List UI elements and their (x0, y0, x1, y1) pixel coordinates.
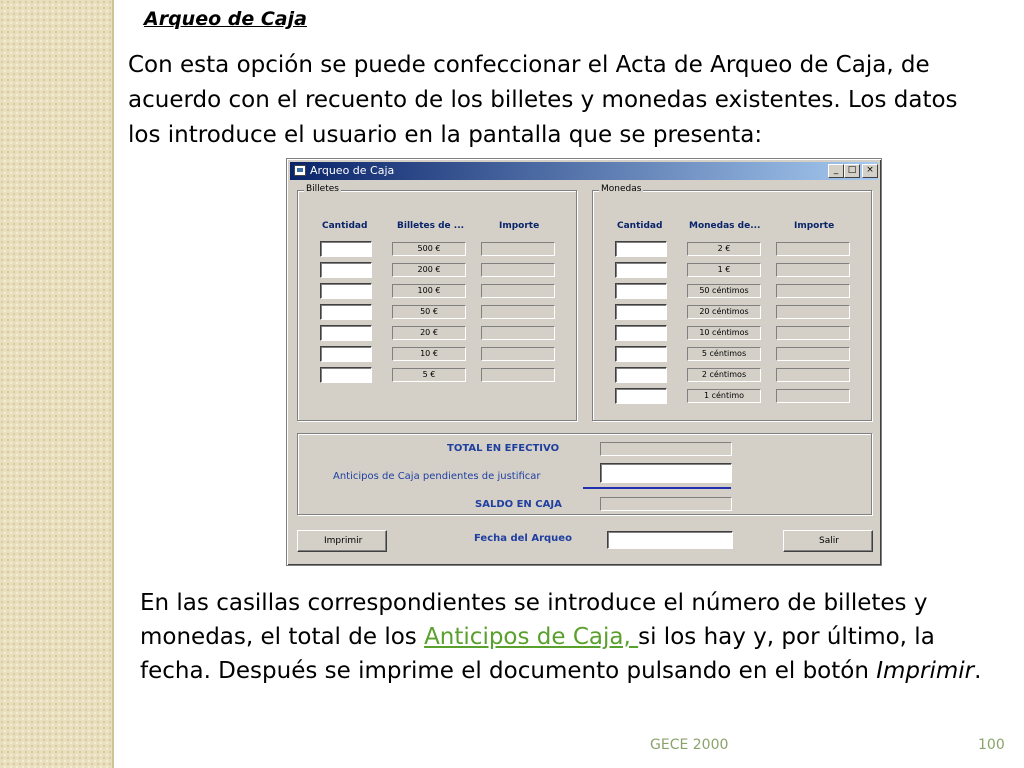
billetes-cantidad-input[interactable] (320, 367, 372, 383)
monedas-importe-field (776, 389, 850, 403)
monedas-cantidad-input[interactable] (615, 304, 667, 320)
monedas-cantidad-input[interactable] (615, 346, 667, 362)
total-efectivo-field (600, 442, 732, 456)
anticipos-link[interactable]: Anticipos de Caja, (424, 624, 639, 650)
outro-text-2: si los hay y, por último, la fecha. Después se imprime el documento pulsando en el botón (140, 624, 935, 684)
billetes-denominacion-field: 10 € (392, 347, 466, 361)
anticipos-label: Anticipos de Caja pendientes de justificar (333, 471, 541, 482)
outro-text-end: . (974, 658, 982, 684)
monedas-importe-field (776, 305, 850, 319)
billetes-denominacion-field: 500 € (392, 242, 466, 256)
billetes-denominacion-field: 50 € (392, 305, 466, 319)
highlight-line (583, 487, 731, 489)
outro-text-1: En las casillas correspondientes se introduce el número de billetes y monedas, el total de los (140, 590, 928, 650)
billetes-importe-field (481, 347, 555, 361)
billetes-cantidad-input[interactable] (320, 241, 372, 257)
billetes-cantidad-input[interactable] (320, 304, 372, 320)
side-divider (112, 0, 114, 768)
monedas-group (592, 184, 872, 421)
billetes-cantidad-input[interactable] (320, 262, 372, 278)
outro-paragraph (140, 586, 1010, 688)
page-number: 100 (978, 737, 1005, 753)
billetes-importe-field (481, 368, 555, 382)
monedas-denominacion-field: 10 céntimos (687, 326, 761, 340)
decorative-side-band (0, 0, 112, 768)
imprimir-button[interactable]: Imprimir (297, 530, 387, 552)
intro-paragraph: Con esta opción se puede confeccionar el Acta de Arqueo de Caja, de acuerdo con el recuento de los billetes y monedas existentes. Los datos los introduce el usuario en la pantalla que se presenta: (128, 52, 958, 148)
monedas-importe-field (776, 263, 850, 277)
totals-group (297, 433, 872, 515)
monedas-importe-field (776, 326, 850, 340)
monedas-denominacion-field: 1 € (687, 263, 761, 277)
minimize-button[interactable]: _ (828, 164, 844, 178)
monedas-col-cantidad: Cantidad (617, 221, 663, 231)
billetes-importe-field (481, 263, 555, 277)
monedas-importe-field (776, 368, 850, 382)
billetes-importe-field (481, 326, 555, 340)
outro-imprimir-emphasis: Imprimir (876, 658, 975, 684)
billetes-denominacion-field: 20 € (392, 326, 466, 340)
close-button[interactable]: × (862, 164, 878, 178)
billetes-col-tipo: Billetes de ... (397, 221, 465, 231)
monedas-denominacion-field: 50 céntimos (687, 284, 761, 298)
billetes-cantidad-input[interactable] (320, 283, 372, 299)
monedas-denominacion-field: 1 céntimo (687, 389, 761, 403)
monedas-importe-field (776, 284, 850, 298)
total-efectivo-label: TOTAL EN EFECTIVO (447, 443, 560, 454)
salir-button[interactable]: Salir (783, 530, 873, 552)
monedas-importe-field (776, 347, 850, 361)
billetes-cantidad-input[interactable] (320, 346, 372, 362)
monedas-cantidad-input[interactable] (615, 388, 667, 404)
window-title: Arqueo de Caja (310, 164, 395, 177)
monedas-cantidad-input[interactable] (615, 325, 667, 341)
monedas-cantidad-input[interactable] (615, 283, 667, 299)
monedas-col-tipo: Monedas de... (689, 221, 761, 231)
fecha-label: Fecha del Arqueo (474, 533, 572, 544)
monedas-col-importe: Importe (794, 221, 835, 231)
billetes-importe-field (481, 242, 555, 256)
slide-title: Arqueo de Caja (144, 8, 307, 30)
billetes-denominacion-field: 5 € (392, 368, 466, 382)
billetes-col-importe: Importe (499, 221, 540, 231)
monedas-cantidad-input[interactable] (615, 367, 667, 383)
monedas-denominacion-field: 2 céntimos (687, 368, 761, 382)
billetes-group (297, 184, 577, 421)
saldo-field (600, 497, 732, 511)
monedas-group-label: Monedas (601, 184, 642, 194)
monedas-importe-field (776, 242, 850, 256)
footer-label: GECE 2000 (650, 737, 729, 753)
window-titlebar[interactable] (290, 162, 878, 180)
fecha-input[interactable] (607, 531, 733, 549)
arqueo-window (286, 158, 882, 566)
app-icon (294, 165, 306, 176)
billetes-denominacion-field: 200 € (392, 263, 466, 277)
monedas-cantidad-input[interactable] (615, 262, 667, 278)
billetes-denominacion-field: 100 € (392, 284, 466, 298)
billetes-importe-field (481, 305, 555, 319)
billetes-group-label: Billetes (306, 184, 339, 194)
monedas-denominacion-field: 20 céntimos (687, 305, 761, 319)
billetes-col-cantidad: Cantidad (322, 221, 368, 231)
anticipos-input[interactable] (600, 463, 732, 483)
billetes-importe-field (481, 284, 555, 298)
maximize-button[interactable]: □ (844, 164, 860, 178)
monedas-denominacion-field: 5 céntimos (687, 347, 761, 361)
monedas-cantidad-input[interactable] (615, 241, 667, 257)
billetes-cantidad-input[interactable] (320, 325, 372, 341)
monedas-denominacion-field: 2 € (687, 242, 761, 256)
saldo-label: SALDO EN CAJA (475, 499, 562, 510)
